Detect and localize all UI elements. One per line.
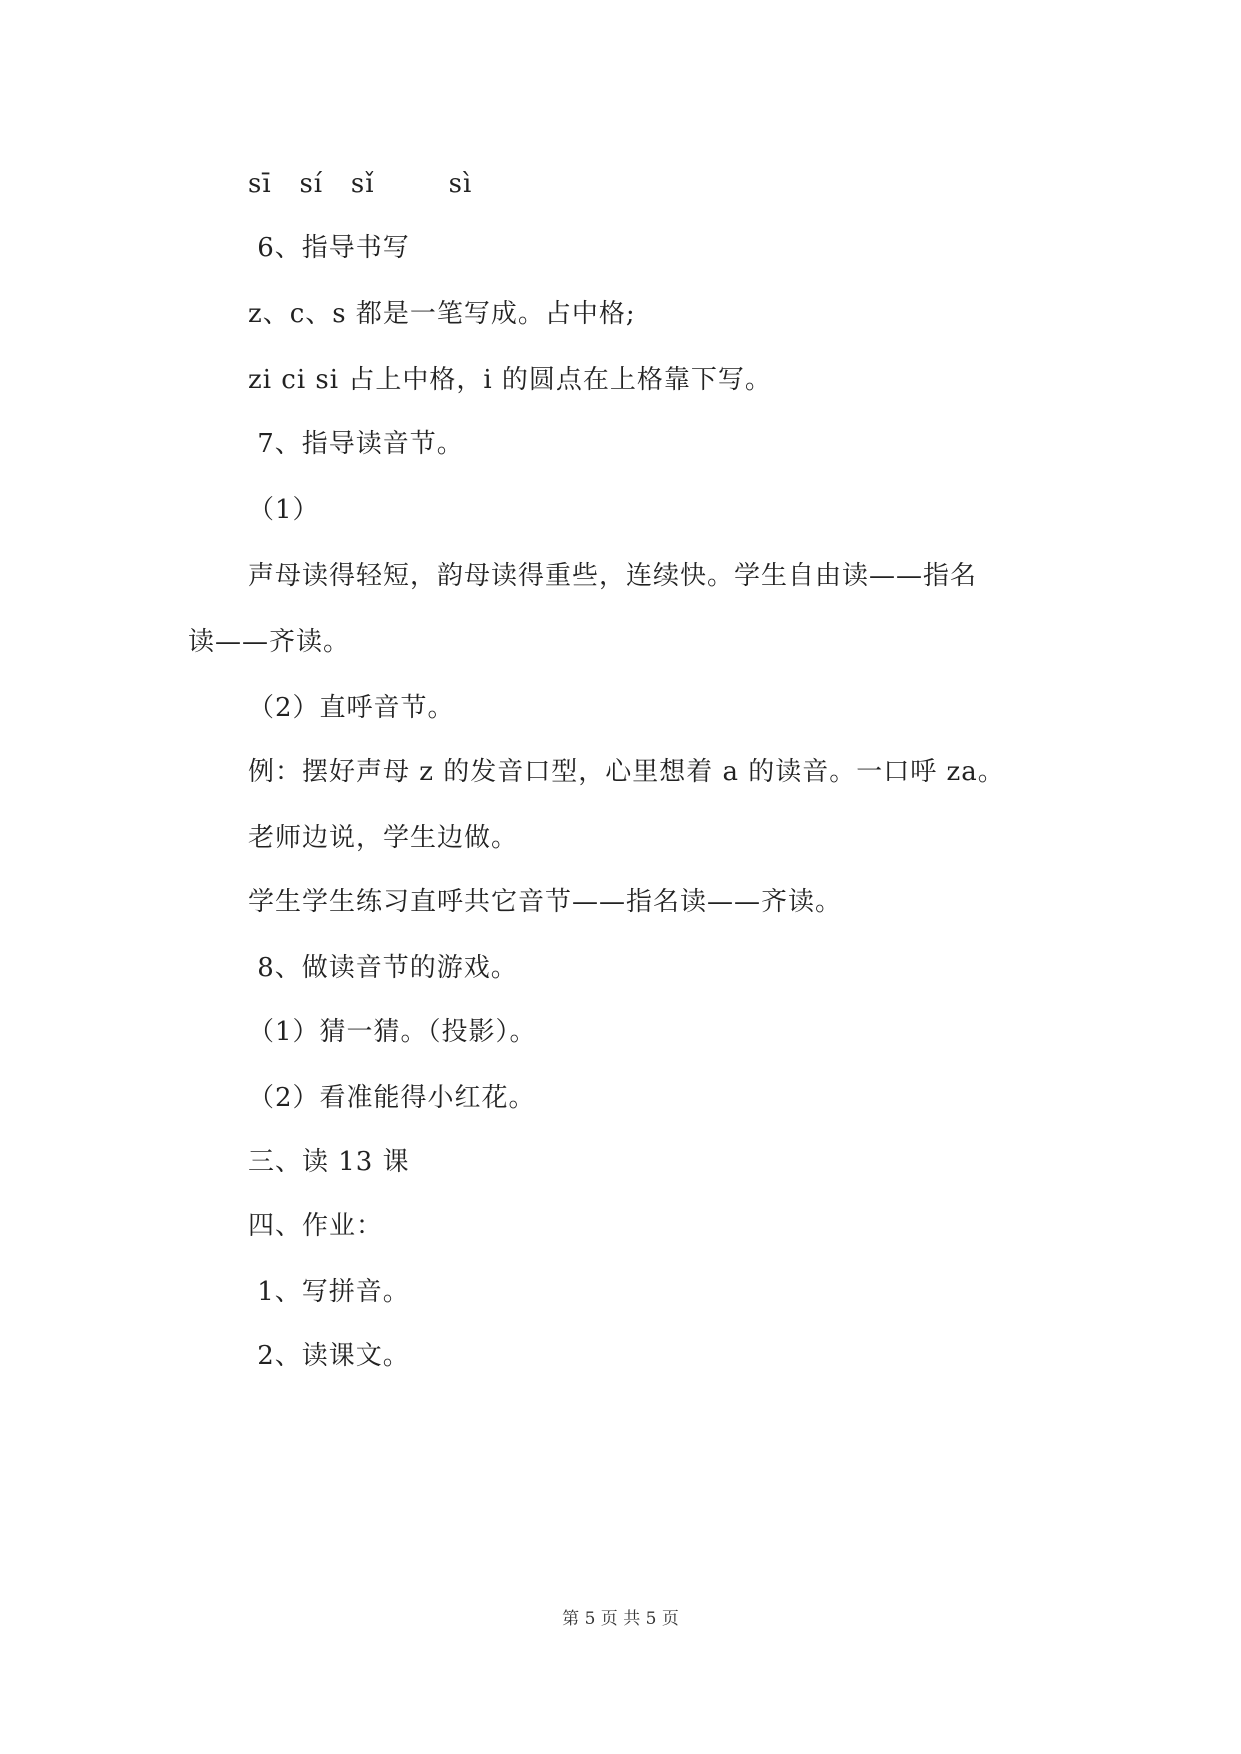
section-3-heading: 三、读 13 课	[248, 1147, 410, 1177]
paragraph-reading-rule: 声母读得轻短，韵母读得重些，连续快。学生自由读——指名	[248, 561, 978, 591]
page-number-footer: 第 5 页 共 5 页	[562, 1609, 679, 1629]
game-1-line: （1）猜一猜。（投影）。	[248, 1017, 537, 1047]
step-6-heading: 6、指导书写	[248, 233, 410, 263]
paragraph-reading-rule-cont: 读——齐读。	[188, 627, 351, 657]
step-8-heading: 8、做读音节的游戏。	[248, 953, 518, 983]
section-4-heading: 四、作业：	[248, 1211, 384, 1241]
example-line: 例：摆好声母 z 的发音口型，心里想着 a 的读音。一口呼 za。	[248, 757, 1005, 787]
practice-line: 学生学生练习直呼共它音节——指名读——齐读。	[248, 887, 843, 917]
pinyin-tones-line: sī sí sǐ sì	[248, 169, 473, 199]
writing-note-2: zi ci si 占上中格，i 的圆点在上格靠下写。	[248, 365, 772, 395]
teacher-line: 老师边说，学生边做。	[248, 823, 519, 853]
homework-item-1: 1、写拼音。	[248, 1277, 410, 1307]
sub-step-1-label: （1）	[248, 495, 320, 525]
game-2-line: （2）看准能得小红花。	[248, 1083, 536, 1113]
step-7-heading: 7、指导读音节。	[248, 429, 464, 459]
homework-item-2: 2、读课文。	[248, 1341, 410, 1371]
sub-step-2-heading: （2）直呼音节。	[248, 693, 455, 723]
writing-note-1: z、c、s 都是一笔写成。占中格;	[248, 299, 636, 329]
